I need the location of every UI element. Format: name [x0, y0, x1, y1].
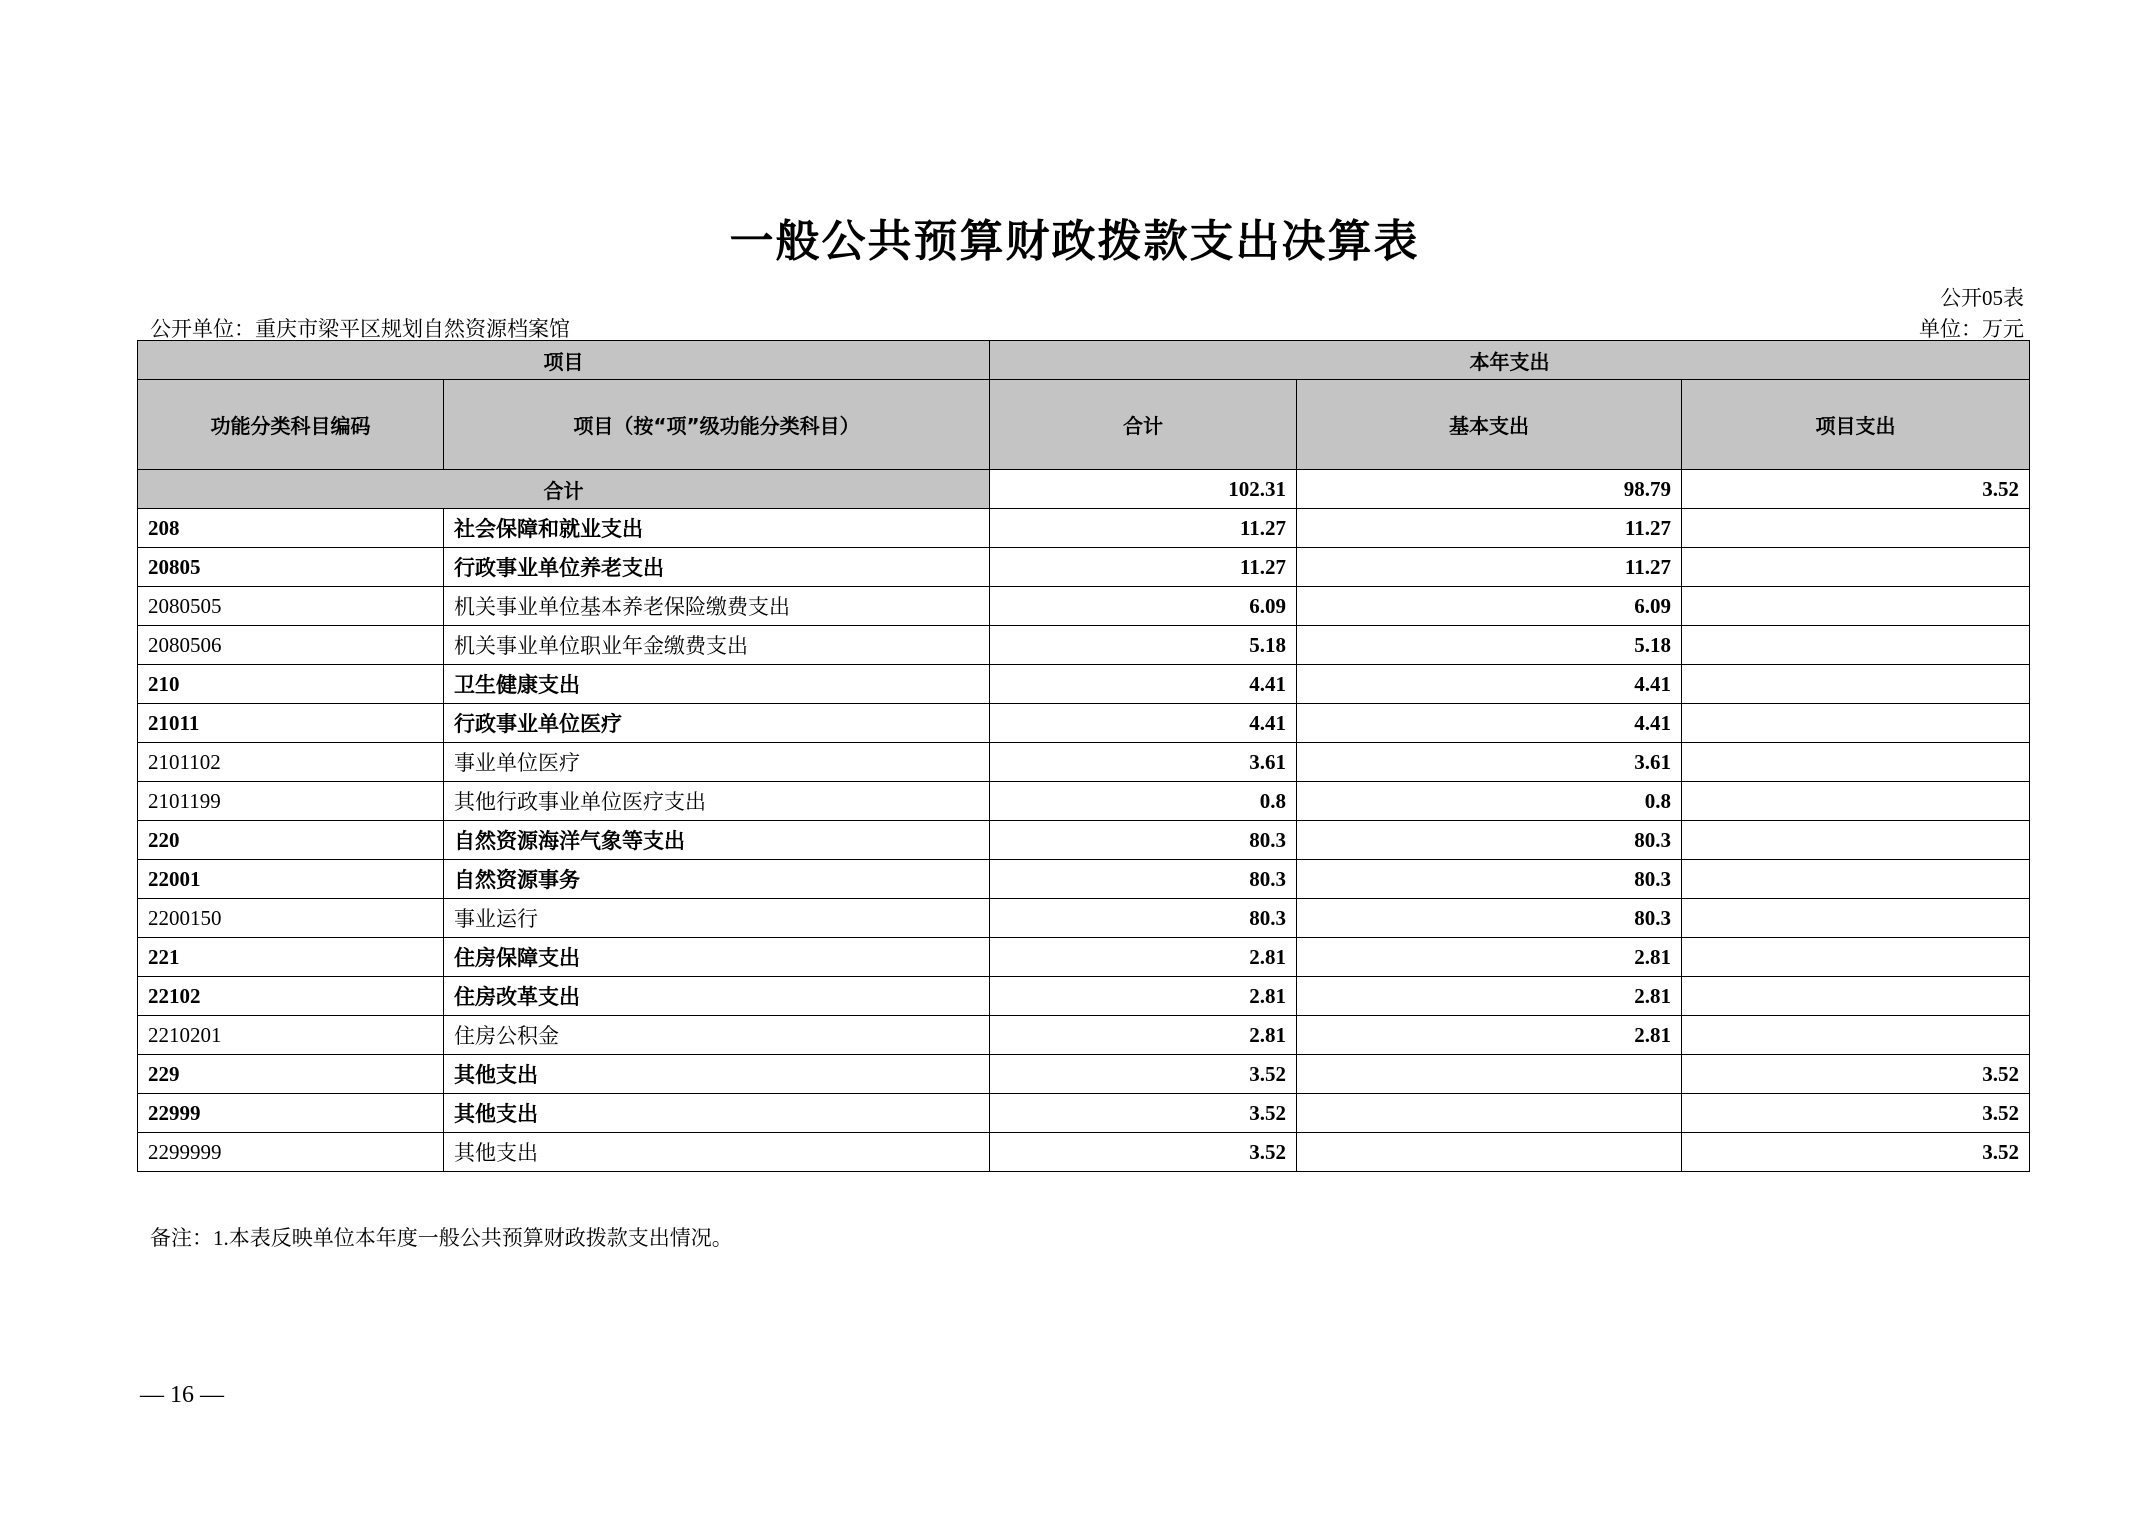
row-name: 事业运行	[444, 899, 990, 938]
row-program	[1682, 860, 2030, 899]
row-total: 2.81	[990, 977, 1297, 1016]
row-program	[1682, 938, 2030, 977]
row-total: 11.27	[990, 548, 1297, 587]
row-total: 5.18	[990, 626, 1297, 665]
row-basic: 80.3	[1297, 860, 1682, 899]
row-total: 11.27	[990, 509, 1297, 548]
table-row	[138, 626, 2030, 665]
row-program: 3.52	[1682, 1094, 2030, 1133]
total-program: 3.52	[1682, 470, 2030, 509]
row-name: 机关事业单位基本养老保险缴费支出	[444, 587, 990, 626]
currency-unit: 单位：万元	[1919, 317, 2024, 341]
row-total: 3.52	[990, 1055, 1297, 1094]
row-basic	[1297, 1133, 1682, 1172]
row-basic	[1297, 1055, 1682, 1094]
row-program: 3.52	[1682, 1055, 2030, 1094]
row-code: 22999	[138, 1094, 444, 1133]
header-name: 项目（按“项”级功能分类科目）	[444, 380, 990, 470]
header-current-year: 本年支出	[990, 341, 2030, 380]
reporting-unit: 公开单位：重庆市梁平区规划自然资源档案馆	[150, 317, 570, 341]
row-code: 21011	[138, 704, 444, 743]
row-basic: 4.41	[1297, 704, 1682, 743]
row-program	[1682, 782, 2030, 821]
table-row	[138, 665, 2030, 704]
row-name: 卫生健康支出	[444, 665, 990, 704]
row-program	[1682, 821, 2030, 860]
row-code: 221	[138, 938, 444, 977]
row-total: 6.09	[990, 587, 1297, 626]
row-code: 2080505	[138, 587, 444, 626]
table-row	[138, 509, 2030, 548]
row-code: 2080506	[138, 626, 444, 665]
row-name: 行政事业单位医疗	[444, 704, 990, 743]
table-number: 公开05表	[1940, 286, 2024, 310]
row-name: 社会保障和就业支出	[444, 509, 990, 548]
row-code: 2299999	[138, 1133, 444, 1172]
row-total: 3.61	[990, 743, 1297, 782]
row-code: 208	[138, 509, 444, 548]
row-total: 2.81	[990, 1016, 1297, 1055]
row-total: 80.3	[990, 821, 1297, 860]
row-name: 其他支出	[444, 1133, 990, 1172]
row-program	[1682, 1016, 2030, 1055]
table-row	[138, 899, 2030, 938]
row-program	[1682, 977, 2030, 1016]
row-program	[1682, 509, 2030, 548]
row-name: 其他支出	[444, 1094, 990, 1133]
row-code: 22001	[138, 860, 444, 899]
header-basic: 基本支出	[1297, 380, 1682, 470]
row-basic: 5.18	[1297, 626, 1682, 665]
row-code: 20805	[138, 548, 444, 587]
row-total: 3.52	[990, 1094, 1297, 1133]
table-body	[138, 470, 2030, 1172]
header-row-1	[138, 341, 2030, 380]
row-name: 住房改革支出	[444, 977, 990, 1016]
row-total: 4.41	[990, 665, 1297, 704]
row-program	[1682, 626, 2030, 665]
header-program: 项目支出	[1682, 380, 2030, 470]
row-total: 4.41	[990, 704, 1297, 743]
table-row	[138, 587, 2030, 626]
row-total: 0.8	[990, 782, 1297, 821]
row-basic: 80.3	[1297, 821, 1682, 860]
row-program	[1682, 548, 2030, 587]
row-code: 2200150	[138, 899, 444, 938]
table-row	[138, 860, 2030, 899]
row-basic: 2.81	[1297, 938, 1682, 977]
row-name: 住房公积金	[444, 1016, 990, 1055]
row-basic: 4.41	[1297, 665, 1682, 704]
row-name: 自然资源海洋气象等支出	[444, 821, 990, 860]
row-basic: 3.61	[1297, 743, 1682, 782]
row-program: 3.52	[1682, 1133, 2030, 1172]
row-name: 其他行政事业单位医疗支出	[444, 782, 990, 821]
header-row-2	[138, 380, 2030, 470]
table-row	[138, 1133, 2030, 1172]
row-code: 220	[138, 821, 444, 860]
row-basic	[1297, 1094, 1682, 1133]
row-code: 2101199	[138, 782, 444, 821]
header-total: 合计	[990, 380, 1297, 470]
table-row	[138, 1094, 2030, 1133]
table-row	[138, 1016, 2030, 1055]
row-total: 3.52	[990, 1133, 1297, 1172]
row-code: 229	[138, 1055, 444, 1094]
row-name: 住房保障支出	[444, 938, 990, 977]
row-basic: 11.27	[1297, 509, 1682, 548]
footnote: 备注：1.本表反映单位本年度一般公共预算财政拨款支出情况。	[150, 1226, 733, 1250]
expenditure-table	[137, 340, 2030, 1172]
row-program	[1682, 743, 2030, 782]
header-code: 功能分类科目编码	[138, 380, 444, 470]
row-program	[1682, 704, 2030, 743]
row-basic: 2.81	[1297, 1016, 1682, 1055]
total-basic: 98.79	[1297, 470, 1682, 509]
row-basic: 80.3	[1297, 899, 1682, 938]
row-code: 2210201	[138, 1016, 444, 1055]
row-basic: 11.27	[1297, 548, 1682, 587]
table-row	[138, 977, 2030, 1016]
total-label: 合计	[138, 470, 990, 509]
row-basic: 0.8	[1297, 782, 1682, 821]
row-basic: 2.81	[1297, 977, 1682, 1016]
page-number: — 16 —	[140, 1382, 224, 1408]
table-row	[138, 1055, 2030, 1094]
header-project: 项目	[138, 341, 990, 380]
table-row	[138, 938, 2030, 977]
page-title: 一般公共预算财政拨款支出决算表	[729, 217, 1420, 266]
row-code: 22102	[138, 977, 444, 1016]
row-total: 80.3	[990, 899, 1297, 938]
table-row	[138, 548, 2030, 587]
row-program	[1682, 665, 2030, 704]
row-name: 机关事业单位职业年金缴费支出	[444, 626, 990, 665]
table-row	[138, 743, 2030, 782]
row-total: 2.81	[990, 938, 1297, 977]
row-name: 事业单位医疗	[444, 743, 990, 782]
row-code: 210	[138, 665, 444, 704]
row-program	[1682, 899, 2030, 938]
row-total: 80.3	[990, 860, 1297, 899]
row-basic: 6.09	[1297, 587, 1682, 626]
row-code: 2101102	[138, 743, 444, 782]
table-row	[138, 704, 2030, 743]
table-row	[138, 782, 2030, 821]
row-name: 行政事业单位养老支出	[444, 548, 990, 587]
row-program	[1682, 587, 2030, 626]
total-row	[138, 470, 2030, 509]
table-row	[138, 821, 2030, 860]
total-total: 102.31	[990, 470, 1297, 509]
row-name: 自然资源事务	[444, 860, 990, 899]
row-name: 其他支出	[444, 1055, 990, 1094]
